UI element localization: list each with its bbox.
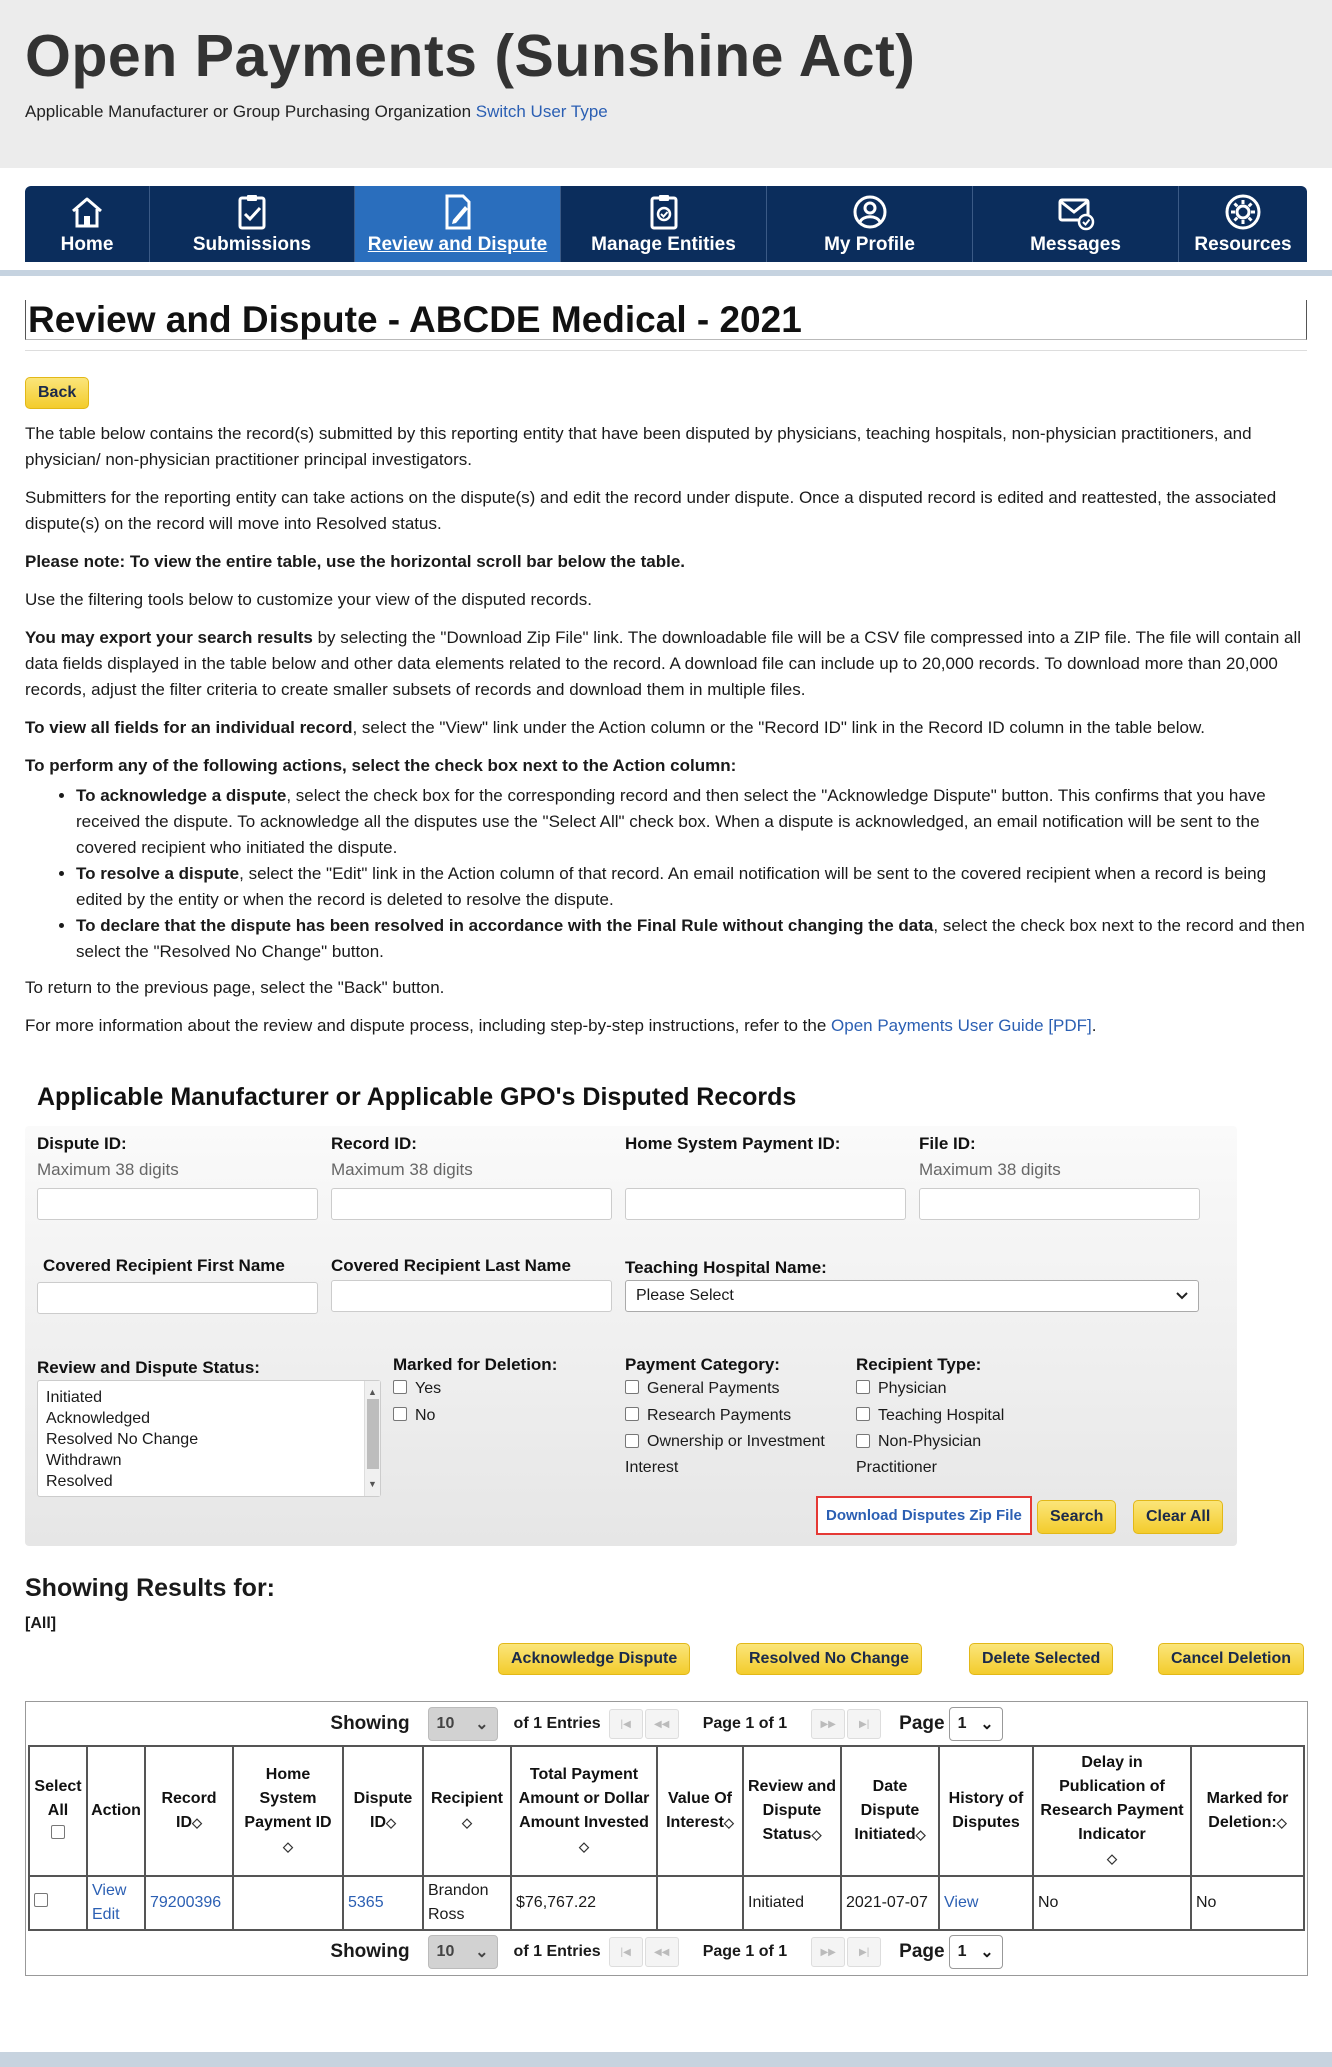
column-header: Review and Dispute Status bbox=[747, 1778, 837, 1843]
payment-category-group bbox=[625, 1355, 845, 1481]
nav-resources[interactable] bbox=[1179, 186, 1307, 262]
npp-label: Non-Physician Practitioner bbox=[856, 1433, 982, 1476]
nav-label: Home bbox=[60, 234, 114, 255]
first-name-group bbox=[43, 1256, 285, 1276]
sort-icon[interactable]: ◇ bbox=[283, 1839, 293, 1854]
value-of-interest-cell bbox=[657, 1876, 743, 1930]
recipient-cell: Brandon Ross bbox=[423, 1876, 511, 1930]
deletion-yes-label: Yes bbox=[415, 1380, 442, 1397]
guide-text: For more information about the review and dispute process, including step-by-step instructions, refer to the bbox=[25, 1016, 832, 1035]
sort-icon[interactable]: ◇ bbox=[1107, 1851, 1117, 1866]
file-id-hint: Maximum 38 digits bbox=[919, 1160, 1061, 1179]
col-date-initiated[interactable] bbox=[841, 1746, 939, 1876]
record-id-input[interactable] bbox=[331, 1188, 612, 1220]
chevron-down-icon: ⌄ bbox=[475, 1944, 489, 1961]
date-initiated-cell: 2021-07-07 bbox=[841, 1876, 939, 1930]
chevron-down-icon bbox=[1176, 1292, 1188, 1300]
list-item bbox=[76, 913, 1307, 965]
actions-list bbox=[25, 783, 1307, 965]
document-edit-icon bbox=[438, 192, 478, 232]
page-select[interactable] bbox=[949, 1935, 1003, 1969]
list-item-bold: To declare that the dispute has been resolved in accordance with the Final Rule without changing the data bbox=[76, 916, 934, 935]
switch-user-type-link[interactable]: Switch User Type bbox=[475, 102, 608, 121]
resolved-no-change-button[interactable]: Resolved No Change bbox=[736, 1643, 922, 1675]
page-value: 1 bbox=[957, 1943, 967, 1960]
teaching-hospital-label: Teaching Hospital Name: bbox=[625, 1258, 827, 1277]
home-system-id-label: Home System Payment ID: bbox=[625, 1134, 841, 1153]
entries-count: of 1 Entries bbox=[513, 1943, 601, 1960]
nav-label: My Profile bbox=[824, 234, 915, 255]
download-zip-button[interactable]: Download Disputes Zip File bbox=[816, 1496, 1032, 1535]
clipboard-check-icon bbox=[232, 192, 272, 232]
pager-bottom bbox=[28, 1931, 1305, 1973]
action-cell bbox=[87, 1876, 145, 1930]
column-header: Recipient bbox=[430, 1790, 503, 1807]
main-nav bbox=[25, 186, 1307, 262]
col-dispute-id[interactable] bbox=[343, 1746, 423, 1876]
teaching-hospital-value: Please Select bbox=[636, 1287, 734, 1304]
view-bold: To view all fields for an individual record bbox=[25, 718, 353, 737]
view-text: , select the "View" link under the Action column or the "Record ID" link in the Record ID column in the table below. bbox=[352, 718, 1206, 737]
page-value: 1 bbox=[957, 1715, 967, 1732]
col-value-of-interest[interactable] bbox=[657, 1746, 743, 1876]
export-bold: You may export your search results bbox=[25, 628, 313, 647]
teaching-hospital-select[interactable] bbox=[625, 1280, 1199, 1312]
nav-divider bbox=[0, 270, 1332, 276]
col-delay-indicator[interactable] bbox=[1033, 1746, 1191, 1876]
scroll-note: Please note: To view the entire table, use the horizontal scroll bar below the table. bbox=[25, 552, 685, 571]
teaching-hospital-checkbox[interactable] bbox=[856, 1407, 870, 1421]
filter-heading: Applicable Manufacturer or Applicable GPO's Disputed Records bbox=[37, 1083, 797, 1111]
home-icon bbox=[67, 192, 107, 232]
physician-checkbox[interactable] bbox=[856, 1380, 870, 1394]
nav-label: Submissions bbox=[192, 234, 312, 255]
nav-home[interactable] bbox=[25, 186, 150, 262]
column-header: Action bbox=[91, 1802, 141, 1819]
intro-paragraph: The table below contains the record(s) submitted by this reporting entity that have been disputed by physicians, teaching hospitals, non-physician practitioners, and physician/ non-physician practitioner principal investigators. bbox=[25, 424, 1252, 469]
page-size-value: 10 bbox=[436, 1715, 455, 1732]
search-button[interactable]: Search bbox=[1037, 1500, 1116, 1534]
sort-icon[interactable]: ◇ bbox=[386, 1815, 396, 1830]
page-label: Page bbox=[899, 1941, 945, 1962]
last-name-input[interactable] bbox=[331, 1280, 612, 1312]
last-name-label: Covered Recipient Last Name bbox=[331, 1256, 571, 1275]
nav-label: Manage Entities bbox=[591, 234, 736, 255]
status-listbox[interactable] bbox=[37, 1380, 381, 1497]
file-id-group bbox=[919, 1134, 1200, 1220]
col-history bbox=[939, 1746, 1033, 1876]
dispute-id-group bbox=[37, 1134, 318, 1220]
page-title-box bbox=[25, 300, 1307, 340]
clipboard-badge-icon bbox=[644, 192, 684, 232]
dispute-id-cell bbox=[343, 1876, 423, 1930]
chevron-down-icon: ⌄ bbox=[980, 1716, 994, 1733]
npp-checkbox[interactable] bbox=[856, 1434, 870, 1448]
page-title: Review and Dispute - ABCDE Medical - 2021 bbox=[28, 299, 802, 340]
results-table bbox=[28, 1745, 1305, 1931]
chevron-down-icon: ⌄ bbox=[475, 1716, 489, 1733]
col-home-system-id[interactable] bbox=[233, 1746, 343, 1876]
col-recipient[interactable] bbox=[423, 1746, 511, 1876]
status-group bbox=[37, 1358, 381, 1497]
payment-category-label: Payment Category: bbox=[625, 1355, 780, 1374]
cancel-deletion-button[interactable]: Cancel Deletion bbox=[1158, 1643, 1304, 1675]
select-cell bbox=[29, 1876, 87, 1930]
filter-panel bbox=[25, 1126, 1237, 1546]
nav-manage-entities[interactable] bbox=[561, 186, 767, 262]
status-option[interactable]: Resolved No Change bbox=[46, 1431, 199, 1448]
user-guide-link[interactable]: Open Payments User Guide [PDF] bbox=[831, 1016, 1092, 1035]
first-name-label: Covered Recipient First Name bbox=[43, 1256, 285, 1275]
acknowledge-dispute-button[interactable]: Acknowledge Dispute bbox=[498, 1643, 690, 1675]
select-all-checkbox[interactable] bbox=[51, 1825, 65, 1839]
nav-review-and-dispute[interactable] bbox=[355, 186, 561, 262]
status-option[interactable]: Resolved bbox=[46, 1473, 113, 1490]
nav-my-profile[interactable] bbox=[767, 186, 973, 262]
user-circle-icon bbox=[850, 192, 890, 232]
home-system-id-cell bbox=[233, 1876, 343, 1930]
results-table-wrapper bbox=[25, 1701, 1308, 1976]
page-info: Page 1 of 1 bbox=[702, 1943, 788, 1960]
nav-submissions[interactable] bbox=[150, 186, 355, 262]
column-header: Home System Payment ID bbox=[244, 1766, 332, 1831]
record-id-link[interactable]: 79200396 bbox=[150, 1894, 222, 1911]
col-select-all bbox=[29, 1746, 87, 1876]
col-marked-deletion[interactable] bbox=[1191, 1746, 1304, 1876]
gear-icon bbox=[1223, 192, 1263, 232]
status-label: Review and Dispute Status: bbox=[37, 1358, 260, 1377]
page-info: Page 1 of 1 bbox=[702, 1715, 788, 1732]
sort-icon[interactable]: ◇ bbox=[1276, 1815, 1287, 1830]
pager-top bbox=[28, 1703, 1305, 1745]
delete-selected-button[interactable]: Delete Selected bbox=[969, 1643, 1113, 1675]
envelope-check-icon bbox=[1056, 192, 1096, 232]
deletion-group bbox=[393, 1355, 557, 1429]
deletion-yes-checkbox[interactable] bbox=[393, 1380, 407, 1394]
last-page-icon[interactable]: ▶| bbox=[847, 1709, 881, 1739]
results-filter-summary: [All] bbox=[25, 1615, 57, 1632]
nav-label: Messages bbox=[1030, 234, 1121, 255]
list-item-text: , select the check box for the corresponding record and then select the "Acknowledge Dispute" button. This confirms that you have received the dispute. To acknowledge all the disputes use the "Select All" check box. When a dispute is acknowledged, an email notification will be sent to the covered recipient who initiated the dispute. bbox=[76, 786, 1266, 857]
next-page-icon[interactable]: ▶▶ bbox=[811, 1937, 845, 1967]
sort-icon[interactable]: ◇ bbox=[462, 1815, 472, 1830]
prev-page-icon[interactable]: ◀◀ bbox=[645, 1709, 679, 1739]
home-system-id-input[interactable] bbox=[625, 1188, 906, 1220]
recipient-type-label: Recipient Type: bbox=[856, 1355, 982, 1374]
export-text: by selecting the "Download Zip File" link. The downloadable file will be a CSV file compressed into a ZIP file. The file will contain all data fields displayed in the table below and other data elements related to the record. A download file can include up to 20,000 records. To download more than 20,000 records, adjust the filter criteria to create smaller subsets of records and download them in multiple files. bbox=[25, 628, 1302, 699]
user-type-text: Applicable Manufacturer or Group Purchasing Organization bbox=[25, 102, 472, 121]
guide-paragraph bbox=[25, 1013, 1307, 1039]
column-header: Value Of Interest bbox=[666, 1790, 733, 1831]
status-cell: Initiated bbox=[743, 1876, 841, 1930]
deletion-label: Marked for Deletion: bbox=[393, 1355, 558, 1374]
view-link[interactable]: View bbox=[92, 1882, 127, 1899]
home-system-id-group bbox=[625, 1134, 906, 1220]
record-id-hint: Maximum 38 digits bbox=[331, 1160, 473, 1179]
prev-page-icon[interactable]: ◀◀ bbox=[645, 1937, 679, 1967]
site-title: Open Payments (Sunshine Act) bbox=[25, 23, 916, 89]
actions-intro: To perform any of the following actions, select the check box next to the Action column: bbox=[25, 756, 737, 775]
first-page-icon[interactable]: |◀ bbox=[609, 1709, 643, 1739]
column-header: Delay in Publication of Research Payment Indicator bbox=[1040, 1754, 1184, 1843]
dispute-id-label: Dispute ID: bbox=[37, 1134, 127, 1153]
back-note: To return to the previous page, select the "Back" button. bbox=[25, 978, 445, 997]
list-item bbox=[76, 861, 1307, 913]
sort-icon[interactable]: ◇ bbox=[192, 1815, 202, 1830]
marked-deletion-cell: No bbox=[1191, 1876, 1304, 1930]
column-header: Select All bbox=[34, 1778, 82, 1819]
scroll-up-icon[interactable]: ▲ bbox=[368, 1387, 377, 1397]
research-payments-label: Research Payments bbox=[647, 1407, 792, 1424]
column-header: Record ID bbox=[161, 1790, 217, 1831]
teaching-hospital-type-label: Teaching Hospital bbox=[878, 1407, 1005, 1424]
nav-messages[interactable] bbox=[973, 186, 1179, 262]
scroll-down-icon[interactable]: ▼ bbox=[368, 1479, 377, 1489]
list-item-bold: To acknowledge a dispute bbox=[76, 786, 287, 805]
next-page-icon[interactable]: ▶▶ bbox=[811, 1709, 845, 1739]
history-view-link[interactable]: View bbox=[944, 1894, 979, 1911]
research-payments-checkbox[interactable] bbox=[625, 1407, 639, 1421]
record-id-label: Record ID: bbox=[331, 1134, 417, 1153]
table-row bbox=[29, 1876, 1304, 1930]
first-name-input[interactable] bbox=[37, 1282, 318, 1314]
delay-indicator-cell: No bbox=[1033, 1876, 1191, 1930]
column-header: Total Payment Amount or Dollar Amount Invested bbox=[518, 1766, 650, 1831]
col-record-id[interactable] bbox=[145, 1746, 233, 1876]
list-item-text: , select the check box next to the record and then select the "Resolved No Change" button. bbox=[76, 916, 1305, 961]
user-type-line bbox=[25, 102, 1307, 122]
last-name-group bbox=[331, 1256, 612, 1312]
status-option[interactable]: Acknowledged bbox=[46, 1410, 151, 1427]
teaching-hospital-group bbox=[625, 1258, 1199, 1312]
col-status[interactable] bbox=[743, 1746, 841, 1876]
nav-label: Resources bbox=[1194, 234, 1292, 255]
page-size-value: 10 bbox=[436, 1943, 455, 1960]
column-header: Date Dispute Initiated bbox=[854, 1778, 920, 1843]
view-paragraph bbox=[25, 715, 1307, 741]
record-id-group bbox=[331, 1134, 612, 1220]
submitter-paragraph: Submitters for the reporting entity can take actions on the dispute(s) and edit the record under dispute. Once a disputed record is edited and reattested, the associated dispute(s) on the record will move into Resolved status. bbox=[25, 488, 1277, 533]
file-id-input[interactable] bbox=[919, 1188, 1200, 1220]
physician-label: Physician bbox=[878, 1380, 947, 1397]
dispute-id-hint: Maximum 38 digits bbox=[37, 1160, 179, 1179]
filter-note: Use the filtering tools below to customize your view of the disputed records. bbox=[25, 590, 592, 609]
list-item bbox=[76, 783, 1307, 861]
col-total-payment[interactable] bbox=[511, 1746, 657, 1876]
listbox-scrollbar[interactable] bbox=[364, 1381, 380, 1496]
deletion-no-label: No bbox=[415, 1407, 436, 1424]
dispute-id-input[interactable] bbox=[37, 1188, 318, 1220]
last-page-icon[interactable]: ▶| bbox=[847, 1937, 881, 1967]
guide-end: . bbox=[1091, 1016, 1097, 1035]
ownership-checkbox[interactable] bbox=[625, 1434, 639, 1448]
deletion-no-checkbox[interactable] bbox=[393, 1407, 407, 1421]
sort-icon[interactable]: ◇ bbox=[915, 1827, 926, 1842]
showing-label: Showing bbox=[330, 1713, 410, 1734]
sort-icon[interactable]: ◇ bbox=[811, 1827, 822, 1842]
page-select[interactable] bbox=[949, 1707, 1003, 1741]
list-item-bold: To resolve a dispute bbox=[76, 864, 240, 883]
list-item-text: , select the "Edit" link in the Action column of that record. An email notification will be sent to the covered recipient when a record is being edited by the entity or when the record is deleted to resolve the dispute. bbox=[76, 864, 1267, 909]
showing-label: Showing bbox=[330, 1941, 410, 1962]
sort-icon[interactable]: ◇ bbox=[723, 1815, 734, 1830]
footer-bar bbox=[0, 2052, 1332, 2067]
edit-link[interactable]: Edit bbox=[92, 1906, 120, 1923]
title-divider bbox=[25, 350, 1307, 351]
column-header: Dispute ID bbox=[353, 1790, 413, 1831]
clear-all-button[interactable]: Clear All bbox=[1133, 1500, 1223, 1534]
entries-count: of 1 Entries bbox=[513, 1715, 601, 1732]
record-id-cell bbox=[145, 1876, 233, 1930]
back-button[interactable]: Back bbox=[25, 377, 89, 409]
col-action bbox=[87, 1746, 145, 1876]
file-id-label: File ID: bbox=[919, 1134, 976, 1153]
general-payments-checkbox[interactable] bbox=[625, 1380, 639, 1394]
page-size-select[interactable] bbox=[428, 1707, 498, 1741]
export-paragraph bbox=[25, 625, 1307, 703]
dispute-id-link[interactable]: 5365 bbox=[348, 1894, 384, 1911]
status-option[interactable]: Initiated bbox=[46, 1389, 103, 1406]
page-size-select[interactable] bbox=[428, 1935, 498, 1969]
total-payment-cell: $76,767.22 bbox=[511, 1876, 657, 1930]
page-label: Page bbox=[899, 1713, 945, 1734]
first-page-icon[interactable]: |◀ bbox=[609, 1937, 643, 1967]
site-header bbox=[0, 0, 1332, 168]
column-header: History of Disputes bbox=[948, 1790, 1024, 1831]
bulk-action-bar bbox=[25, 1643, 1307, 1683]
row-select-checkbox[interactable] bbox=[34, 1893, 48, 1907]
results-heading: Showing Results for: bbox=[25, 1574, 275, 1602]
column-header: Marked for Deletion: bbox=[1206, 1790, 1289, 1831]
recipient-type-group bbox=[856, 1355, 1056, 1481]
history-cell bbox=[939, 1876, 1033, 1930]
chevron-down-icon: ⌄ bbox=[980, 1944, 994, 1961]
sort-icon[interactable]: ◇ bbox=[579, 1839, 589, 1854]
nav-label: Review and Dispute bbox=[367, 234, 548, 255]
status-option[interactable]: Withdrawn bbox=[46, 1452, 122, 1469]
ownership-label: Ownership or Investment Interest bbox=[625, 1433, 825, 1476]
general-payments-label: General Payments bbox=[647, 1380, 780, 1397]
